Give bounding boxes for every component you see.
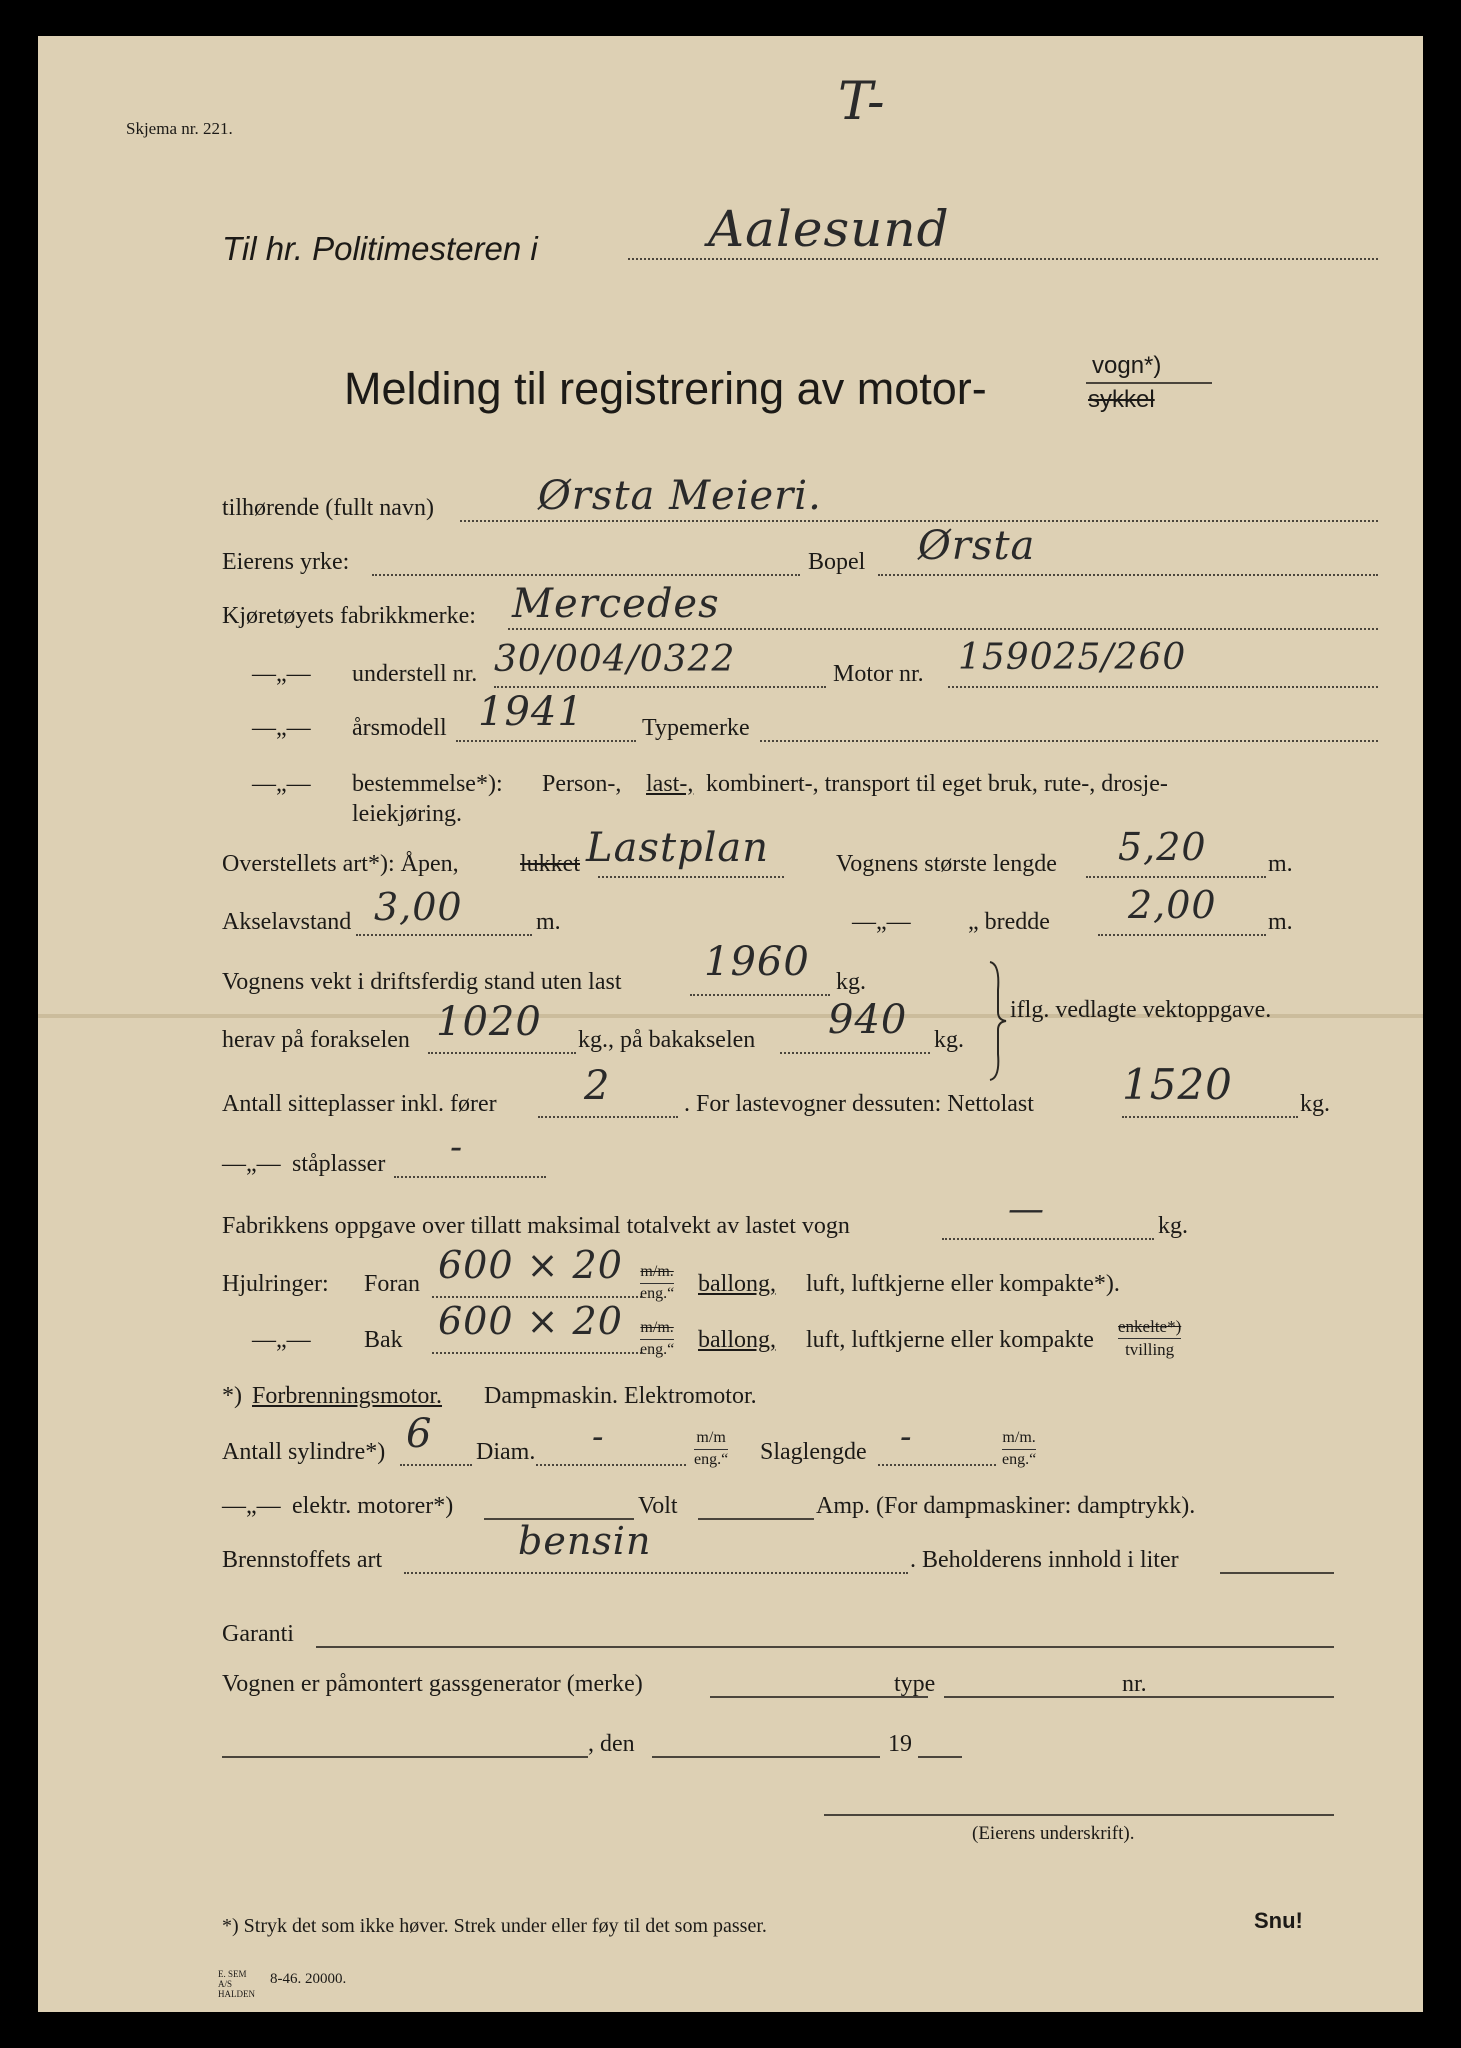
addressee-line [628,258,1378,260]
gas-nr-label: nr. [1122,1671,1147,1697]
motor-label: Motor nr. [833,661,924,687]
rear-axle-line [780,1052,930,1054]
gas-type-label: type [894,1671,936,1697]
front-axle-line [428,1052,576,1054]
standing-line [394,1176,546,1178]
purpose-line2: leiekjøring. [352,801,462,827]
max-weight-unit: kg. [1158,1213,1188,1239]
engine-combustion: Forbrenningsmotor. [252,1383,442,1409]
year-line [918,1756,962,1758]
volt-line [698,1518,814,1520]
standing-value: - [450,1127,464,1168]
axle-value: 3,00 [374,885,463,929]
ditto-mark: —„— [852,909,911,935]
cylinders-line [400,1464,472,1466]
cargo-value: 1520 [1122,1060,1233,1109]
addressee-city: Aalesund [708,200,950,258]
brace-icon [986,960,1010,1082]
motor-value: 159025/260 [958,637,1187,678]
wheels-front-line [432,1296,642,1298]
title-option-vogn: vogn*) [1092,352,1162,379]
width-unit: m. [1268,909,1293,935]
cylinders-label: Antall sylindre*) [222,1439,386,1465]
engine-other: Dampmaskin. Elektromotor. [484,1383,757,1409]
max-weight-value: — [1008,1189,1045,1230]
schema-number: Skjema nr. 221. [126,119,233,138]
form-title: Melding til registrering av motor- [344,363,987,414]
guarantee-label: Garanti [222,1621,294,1647]
tyre-mount-fraction: enkelte*) tvilling [1118,1316,1181,1361]
body-label: Overstellets art*): Åpen, [222,851,459,877]
ditto-mark: —„— [252,771,311,797]
weight-unit: kg. [836,969,866,995]
wheels-rear-line [432,1352,642,1354]
year-value: 1941 [478,689,584,735]
cylinders-value: 6 [406,1411,433,1457]
body-line [598,876,784,878]
type-line [760,740,1378,742]
fuel-label: Brennstoffets art [222,1547,383,1573]
owner-label: tilhørende (fullt navn) [222,495,434,521]
front-axle-value: 1020 [436,999,542,1045]
max-weight-label: Fabrikkens oppgave over tillatt maksimal totalvekt av lastet vogn [222,1213,850,1239]
wheels-label: Hjulringer: [222,1271,329,1297]
footnote: *) Stryk det som ikke høver. Strek under eller føy til det som passer. [222,1915,767,1937]
weight-label: Vognens vekt i driftsferdig stand uten last [222,969,622,995]
motor-line [948,686,1378,688]
title-option-sykkel: sykkel [1088,386,1155,413]
gas-generator-label: Vognen er påmontert gassgenerator (merke) [222,1671,643,1697]
signature-label: (Eierens underskrift). [972,1823,1135,1844]
rear-axle-label: kg., på bakakselen [578,1027,756,1053]
axle-label: Akselavstand [222,909,352,935]
date-line [652,1756,880,1758]
seats-label: Antall sitteplasser inkl. fører [222,1091,497,1117]
residence-label: Bopel [808,549,866,575]
year-line [456,740,636,742]
wheels-front-word: Foran [364,1271,420,1297]
owner-line [460,520,1378,522]
purpose-last: last-, [646,771,694,797]
ditto-mark: —„— [252,715,311,741]
make-label: Kjøretøyets fabrikkmerke: [222,603,476,629]
weight-source-note: iflg. vedlagte vektoppgave. [1010,997,1272,1023]
unit-fraction: m/m eng.“ [694,1428,728,1471]
length-unit: m. [1268,851,1293,877]
tank-line [1220,1572,1334,1574]
stroke-label: Slaglengde [760,1439,867,1465]
body-value: Lastplan [586,825,770,871]
length-label: Vognens største lengde [836,851,1057,877]
ditto-mark: —„— [252,661,311,687]
diameter-label: Diam. [476,1439,536,1465]
printer-mark: E. SEM A/S HALDEN [218,1969,255,1999]
guarantee-line [316,1646,1334,1648]
diameter-line [536,1464,686,1466]
purpose-person: Person-, [542,771,622,797]
owner-value: Ørsta Meieri. [538,473,822,519]
type-label: Typemerke [642,715,750,741]
weight-line [690,994,830,996]
purpose-rest: kombinert-, transport til eget bruk, rute-, drosje- [706,771,1168,797]
wheels-front-value: 600 × 20 [438,1243,623,1287]
length-line [1086,876,1266,878]
cargo-line [1122,1116,1298,1118]
turn-over-note: Snu! [1254,1908,1303,1933]
engine-star: *) [222,1383,242,1409]
make-line [508,628,1378,630]
ditto-mark: —„— [222,1151,281,1177]
width-value: 2,00 [1128,883,1217,927]
occupation-label: Eierens yrke: [222,549,350,575]
residence-value: Ørsta [918,523,1036,569]
fuel-line [404,1572,908,1574]
diameter-value: - [592,1417,605,1457]
make-value: Mercedes [512,581,720,627]
top-mark: T- [838,72,886,132]
axle-line [356,934,532,936]
width-line [1098,934,1266,936]
signature-line [824,1814,1334,1816]
rear-axle-unit: kg. [934,1027,964,1053]
ditto-mark: —„— [222,1493,281,1519]
width-label: „ bredde [968,909,1050,935]
residence-line [878,574,1378,576]
stroke-value: - [900,1417,913,1457]
unit-fraction: m/m. eng.“ [1002,1428,1036,1471]
purpose-label: bestemmelse*): [352,771,503,797]
tyre-ballong: ballong, [698,1327,776,1353]
addressee-label: Til hr. Politimesteren i [222,230,538,267]
fuel-value: bensin [518,1519,652,1563]
standing-label: ståplasser [292,1151,386,1177]
electric-motors-label: elektr. motorer*) [292,1493,454,1519]
print-code: 8-46. 20000. [270,1971,347,1987]
wheels-rear-word: Bak [364,1327,403,1353]
cargo-label: . For lastevogner dessuten: Nettolast [684,1091,1034,1117]
front-axle-label: herav på forakselen [222,1027,410,1053]
amp-label: Amp. (For dampmaskiner: damptrykk). [816,1493,1196,1519]
tyre-ballong: ballong, [698,1271,776,1297]
tyre-types: luft, luftkjerne eller kompakte*). [806,1271,1120,1297]
length-value: 5,20 [1118,825,1207,869]
tank-label: . Beholderens innhold i liter [910,1547,1179,1573]
body-lukket: lukket [520,851,580,877]
weight-value: 1960 [704,939,810,985]
max-weight-line [942,1238,1154,1240]
ditto-mark: —„— [252,1327,311,1353]
chassis-label: understell nr. [352,661,478,687]
year-label: årsmodell [352,715,447,741]
volt-label: Volt [638,1493,678,1519]
date-den: , den [588,1731,635,1757]
axle-unit: m. [536,909,561,935]
unit-fraction: m/m. eng.“ [640,1318,674,1361]
occupation-line [372,574,800,576]
seats-line [538,1116,678,1118]
place-line [222,1756,588,1758]
stroke-line [878,1464,996,1466]
chassis-line [494,686,826,688]
gas-nr-line [1152,1696,1334,1698]
wheels-rear-value: 600 × 20 [438,1299,623,1343]
chassis-value: 30/004/0322 [494,639,736,680]
cargo-unit: kg. [1300,1091,1330,1117]
form-sheet [38,36,1423,2012]
seats-value: 2 [584,1063,611,1109]
tyre-types: luft, luftkjerne eller kompakte [806,1327,1094,1353]
title-fraction-line [1086,382,1212,384]
gas-type-line [944,1696,1152,1698]
rear-axle-value: 940 [828,997,908,1043]
date-year-prefix: 19 [888,1731,912,1757]
unit-fraction: m/m. eng.“ [640,1262,674,1305]
